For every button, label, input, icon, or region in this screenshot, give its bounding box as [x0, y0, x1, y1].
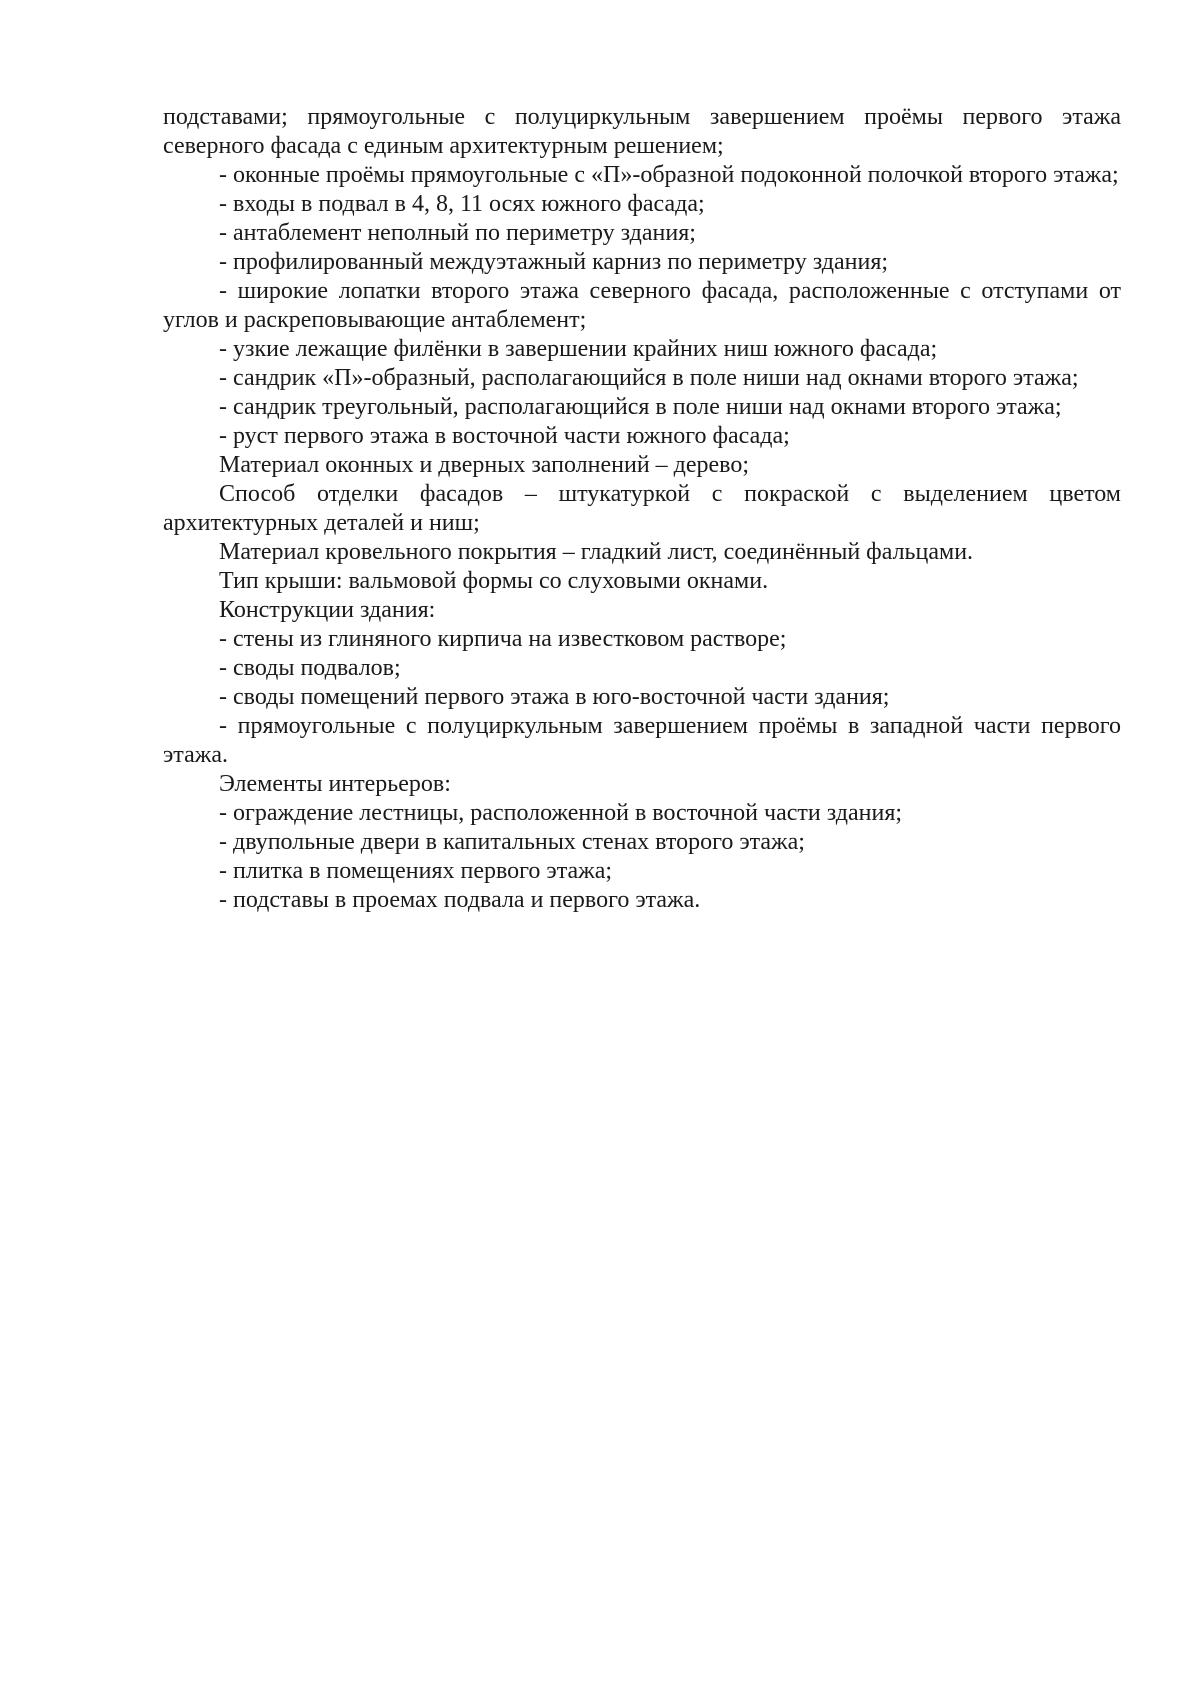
paragraph: - профилированный междуэтажный карниз по периметру здания;: [219, 249, 889, 275]
paragraph: - сандрик «П»-образный, располагающийся в поле ниши над окнами второго этажа;: [219, 365, 1079, 391]
paragraph: Конструкции здания:: [219, 597, 436, 623]
paragraph: - стены из глиняного кирпича на известковом растворе;: [219, 626, 787, 652]
paragraph: - своды подвалов;: [219, 655, 401, 681]
paragraph: Материал оконных и дверных заполнений – дерево;: [219, 452, 750, 478]
paragraph: - входы в подвал в 4, 8, 11 осях южного фасада;: [219, 191, 705, 217]
paragraph: Материал кровельного покрытия – гладкий лист, соединённый фальцами.: [219, 539, 974, 565]
paragraph: - прямоугольные с полуциркульным завершением проёмы в западной части первого этажа.: [163, 713, 1121, 768]
paragraph: - руст первого этажа в восточной части южного фасада;: [219, 423, 790, 449]
paragraph: - узкие лежащие филёнки в завершении крайних ниш южного фасада;: [219, 336, 938, 362]
paragraph: подставами; прямоугольные с полуциркульным завершением проёмы первого этажа северного фасада с единым архитектурным решением;: [163, 104, 1121, 159]
paragraph: - сандрик треугольный, располагающийся в поле ниши над окнами второго этажа;: [219, 394, 1062, 420]
paragraph: - оконные проёмы прямоугольные с «П»-образной подоконной полочкой второго этажа;: [219, 162, 1119, 188]
paragraph: - антаблемент неполный по периметру здания;: [219, 220, 696, 246]
document-page: [163, 103, 1121, 915]
paragraph: - плитка в помещениях первого этажа;: [219, 858, 613, 884]
paragraph: Элементы интерьеров:: [219, 771, 451, 797]
paragraph: - подставы в проемах подвала и первого этажа.: [219, 887, 701, 913]
paragraph: Способ отделки фасадов – штукатуркой с покраской с выделением цветом архитектурных деталей и ниш;: [163, 481, 1121, 536]
paragraph: Тип крыши: вальмовой формы со слуховыми окнами.: [219, 568, 769, 594]
paragraph: - своды помещений первого этажа в юго-восточной части здания;: [219, 684, 890, 710]
paragraph: - широкие лопатки второго этажа северного фасада, расположенные с отступами от углов и раскреповывающие антаблемент;: [163, 278, 1121, 333]
paragraph: - ограждение лестницы, расположенной в восточной части здания;: [219, 800, 903, 826]
paragraph: - двупольные двери в капитальных стенах второго этажа;: [219, 829, 805, 855]
